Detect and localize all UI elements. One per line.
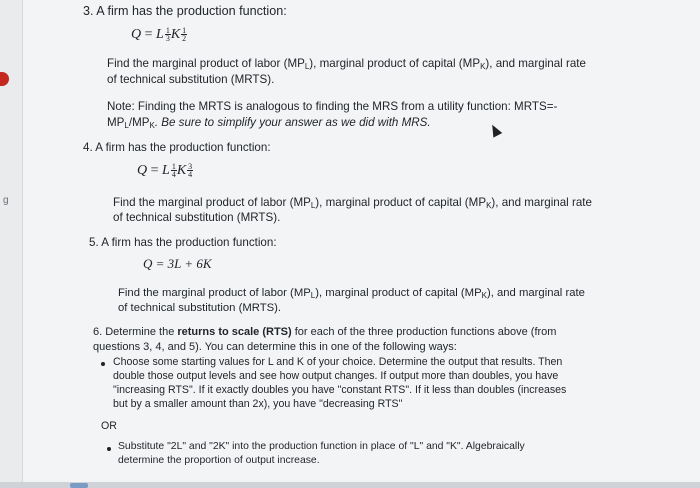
window-edge-marker (0, 72, 9, 86)
q4-find-line1: Find the marginal product of labor $(MP_L)$, marginal product of capital $(MP_K)$, and marginal rate (113, 196, 592, 210)
q5-formula: Q = 3L + 6K (143, 256, 212, 271)
q6-bullet1-line2: double those output levels and see how output changes. If output more than doubles, you have (113, 370, 559, 382)
q6-bullet1-line4: but by a smaller amount than 2x), you have "decreasing RTS" (113, 398, 403, 410)
bullet-dot (101, 362, 105, 366)
q3-find-line2: of technical substitution (MRTS). (107, 73, 275, 86)
q5-find-line1: Find the marginal product of labor $(MP_L)$, marginal product of capital $(MP_K)$, and marginal rate (118, 287, 585, 300)
bullet-dot (107, 447, 111, 451)
q5-heading: 5. A firm has the production function: (89, 236, 277, 249)
q3-formula: Q = L $\frac{1}{3}$ K $\frac{1}{2}$ (131, 26, 187, 44)
q6-line1: 6. Determine the returns to scale (RTS) for each of the three production functions above (from (93, 326, 557, 338)
q6-bullet1-line3: "increasing RTS". If it exactly doubles you have "constant RTS". If it less than doubles (increases (113, 384, 567, 396)
q3-note-line1: Note: Finding the MRTS is analogous to finding the MRS from a utility function: MRTS=- (107, 100, 558, 113)
q6-or: OR (101, 420, 117, 432)
q3-note-line2: $MP_L/MP_K$. Be sure to simplify your answer as we did with MRS. (107, 116, 431, 130)
q3-find-line1: Find the marginal product of labor $(MP_L)$, marginal product of capital $(MP_K)$, and marginal rate (107, 57, 586, 71)
q5-find-line2: of technical substitution (MRTS). (118, 302, 282, 314)
q6-line2: questions 3, 4, and 5). You can determine this in one of the following ways: (93, 341, 457, 353)
q6-bullet2-line1: Substitute "2L" and "2K" into the production function in place of "L" and "K". Algebraically (118, 441, 525, 452)
q4-formula: Q = L $\frac{1}{4}$ K $\frac{3}{4}$ (137, 162, 193, 180)
document-page (22, 0, 700, 488)
q4-heading: 4. A firm has the production function: (83, 141, 271, 154)
taskbar-app-icon[interactable] (70, 483, 88, 488)
q6-bullet2-line2: determine the proportion of output increase. (118, 455, 320, 466)
taskbar-strip (0, 482, 700, 488)
q3-heading: 3. A firm has the production function: (83, 4, 287, 18)
window-edge-letter: g (3, 195, 9, 206)
q4-find-line2: of technical substitution (MRTS). (113, 211, 281, 224)
q6-bullet1-line1: Choose some starting values for L and K of your choice. Determine the output that results. Then (113, 356, 563, 368)
